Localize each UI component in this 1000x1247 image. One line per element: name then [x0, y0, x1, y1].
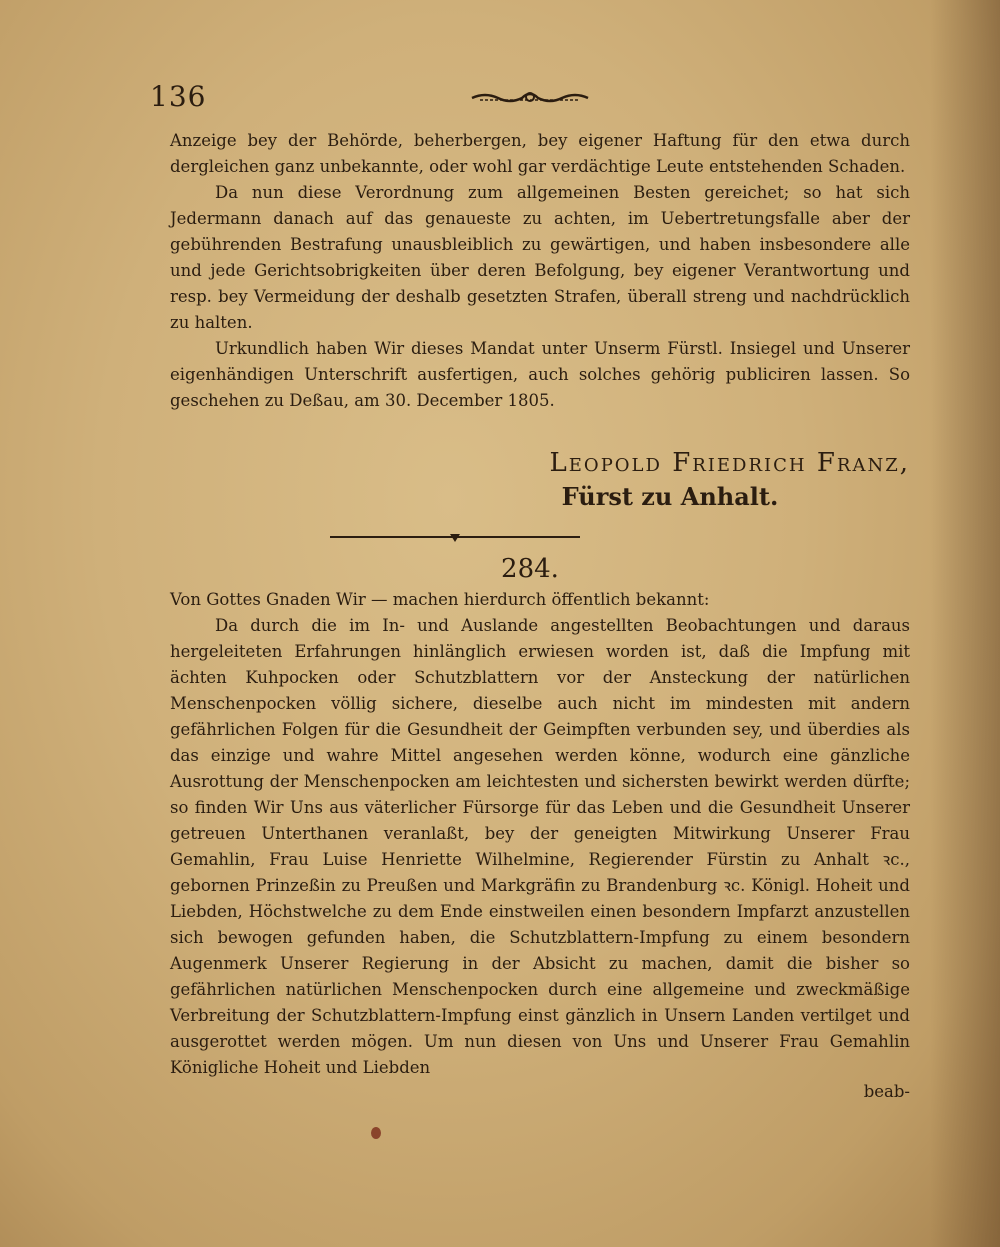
page-number: 136	[150, 80, 207, 113]
catchword: beab-	[863, 1082, 910, 1101]
paragraph: Anzeige bey der Behörde, beherbergen, bey eigener Haftung für den etwa durch dergleichen ganz unbekannte, oder wohl gar verdächtige Leute entstehenden Schaden.	[170, 131, 910, 176]
decree-closing-text	[170, 128, 910, 414]
vaccination-decree-text	[170, 587, 910, 1081]
section-number: 284.	[501, 554, 559, 584]
header-ornament-icon	[470, 86, 590, 106]
page-header	[150, 80, 920, 120]
paragraph: Urkundlich haben Wir dieses Mandat unter Unserm Fürstl. Insiegel und Unserer eigenhändigen Unterschrift ausfertigen, auch solches gehörig publiciren lassen. So geschehen zu Deßau, am 30. December 1805.	[170, 339, 910, 410]
paragraph: Von Gottes Gnaden Wir — machen hierdurch öffentlich bekannt:	[170, 590, 710, 609]
signature-title: Fürst zu Anhalt.	[561, 482, 779, 511]
page-gutter-shadow	[930, 0, 1000, 1247]
section-divider-icon	[330, 530, 580, 544]
ink-stain	[371, 1127, 381, 1139]
paragraph: Da durch die im In- und Auslande angestellten Beobachtungen und daraus hergeleiteten Erfahrungen hinlänglich erwiesen worden ist, daß die Impfung mit ächten Kuhpocken oder Schutzblattern vor der Ansteckung der natürlichen Menschenpocken völlig sichere, dieselbe auch nicht im mindesten mit andern gefährlichen Folgen für die Gesundheit der Geimpften verbunden sey, und überdies als das einzige und wahre Mittel angesehen werden könne, wodurch eine gänzliche Ausrottung der Menschenpocken am leichtesten und sichersten bewirkt werden dürfte; so finden Wir Uns aus väterlicher Fürsorge für das Leben und die Gesundheit Unserer getreuen Unterthanen veranlaßt, bey der geneigten Mitwirkung Unserer Frau Gemahlin, Frau Luise Henriette Wilhelmine, Regierender Fürstin zu Anhalt ꝛc., gebornen Prinzeßin zu Preußen und Markgräfin zu Brandenburg ꝛc. Königl. Hoheit und Liebden, Höchstwelche zu dem Ende einstweilen einen besondern Impfarzt anzustellen sich bewogen gefunden haben, die Schutzblattern-Impfung zu einem besondern Augenmerk Unserer Regierung in der Absicht zu machen, damit die bisher so gefährlichen natürlichen Menschenpocken durch eine allgemeine und zweckmäßige Verbreitung der Schutzblattern-Impfung einst gänzlich in Unsern Landen vertilget und ausgerottet werden mögen. Um nun diesen von Uns und Unserer Frau Gemahlin Königliche Hoheit und Liebden	[170, 616, 910, 1077]
signature-name: Leopold Friedrich Franz,	[549, 448, 910, 478]
paragraph: Da nun diese Verordnung zum allgemeinen Besten gereichet; so hat sich Jedermann danach auf das genaueste zu achten, im Uebertretungsfalle aber der gebührenden Bestrafung unausbleiblich zu gewärtigen, und haben insbesondere alle und jede Gerichtsobrigkeiten über deren Befolgung, bey eigener Verantwortung und resp. bey Vermeidung der deshalb gesetzten Strafen, überall streng und nachdrücklich zu halten.	[170, 183, 910, 332]
